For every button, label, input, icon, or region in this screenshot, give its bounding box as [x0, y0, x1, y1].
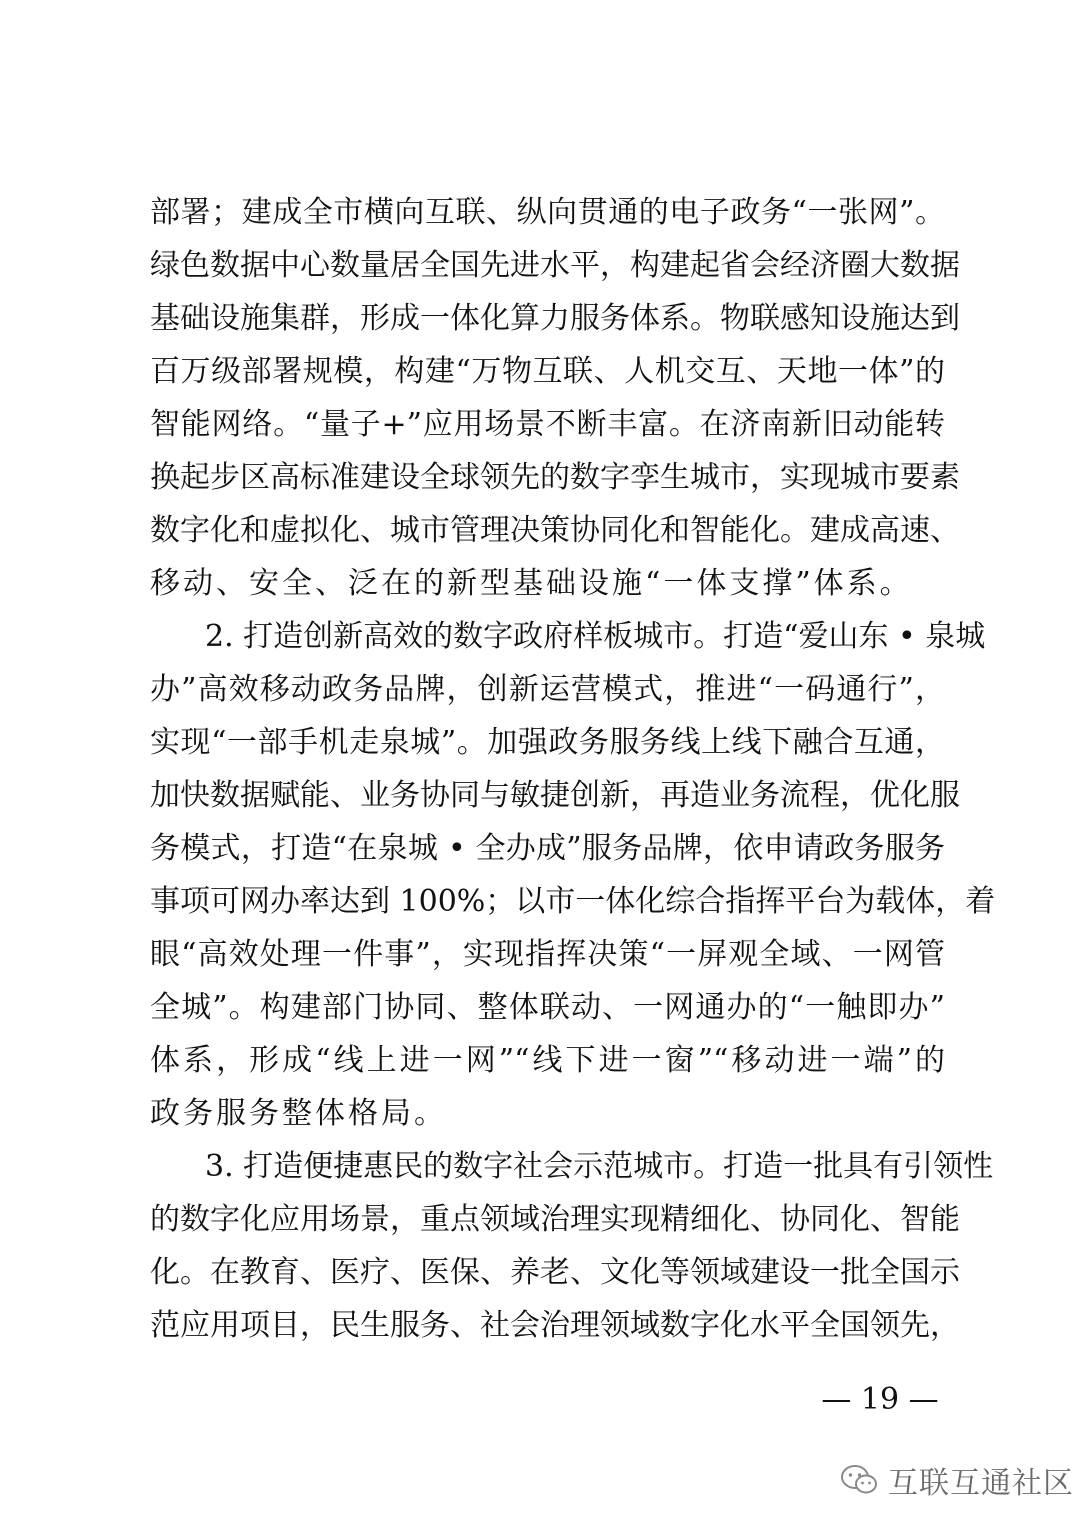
body-text-line: 加快数据赋能、业务协同与敏捷创新，再造业务流程，优化服: [150, 778, 960, 813]
body-text-line: 实现“一部手机走泉城”。加强政务服务线上线下融合互通，: [150, 725, 945, 760]
body-text-line: 移动、安全、泛在的新型基础设施“一体支撑”体系。: [150, 566, 913, 601]
body-text-line: 化。在教育、医疗、医保、养老、文化等领域建设一批全国示: [150, 1255, 960, 1290]
watermark-text: 互联互通社区: [888, 1466, 1074, 1501]
wechat-icon: [840, 1463, 878, 1497]
body-text-line: 体系，形成“线上进一网”“线下进一窗”“移动进一端”的: [150, 1043, 945, 1078]
body-text-line: 智能网络。“量子+”应用场景不断丰富。在济南新旧动能转: [150, 407, 945, 442]
body-text-line: 绿色数据中心数量居全国先进水平，构建起省会经济圈大数据: [150, 248, 960, 283]
body-text-line: 数字化和虚拟化、城市管理决策协同化和智能化。建成高速、: [150, 513, 960, 548]
body-text-line: 部署；建成全市横向互联、纵向贯通的电子政务“一张网”。: [150, 195, 945, 230]
body-text-line: 办”高效移动政务品牌，创新运营模式，推进“一码通行”，: [150, 672, 945, 707]
watermark: [840, 1458, 1074, 1502]
body-text-line: 基础设施集群，形成一体化算力服务体系。物联感知设施达到: [150, 301, 960, 336]
body-text-line: 务模式，打造“在泉城 • 全办成”服务品牌，依申请政务服务: [150, 831, 945, 866]
body-text-line: 全城”。构建部门协同、整体联动、一网通办的“一触即办”: [150, 990, 945, 1025]
page-number: — 19 —: [821, 1382, 939, 1417]
body-text-line: 的数字化应用场景，重点领域治理实现精细化、协同化、智能: [150, 1202, 960, 1237]
body-text-line: 眼“高效处理一件事”，实现指挥决策“一屏观全域、一网管: [150, 937, 945, 972]
section-heading-line: 2. 打造创新高效的数字政府样板城市。打造“爱山东 • 泉城: [205, 619, 986, 654]
section-heading-line: 3. 打造便捷惠民的数字社会示范城市。打造一批具有引领性: [205, 1149, 994, 1184]
body-text-line: 政务服务整体格局。: [150, 1096, 447, 1131]
body-text-line: 百万级部署规模，构建“万物互联、人机交互、天地一体”的: [150, 354, 945, 389]
body-text-line: 换起步区高标准建设全球领先的数字孪生城市，实现城市要素: [150, 460, 960, 495]
body-text-line: 事项可网办率达到 100%；以市一体化综合指挥平台为载体，着: [150, 884, 996, 919]
body-text-line: 范应用项目，民生服务、社会治理领域数字化水平全国领先，: [150, 1308, 960, 1343]
